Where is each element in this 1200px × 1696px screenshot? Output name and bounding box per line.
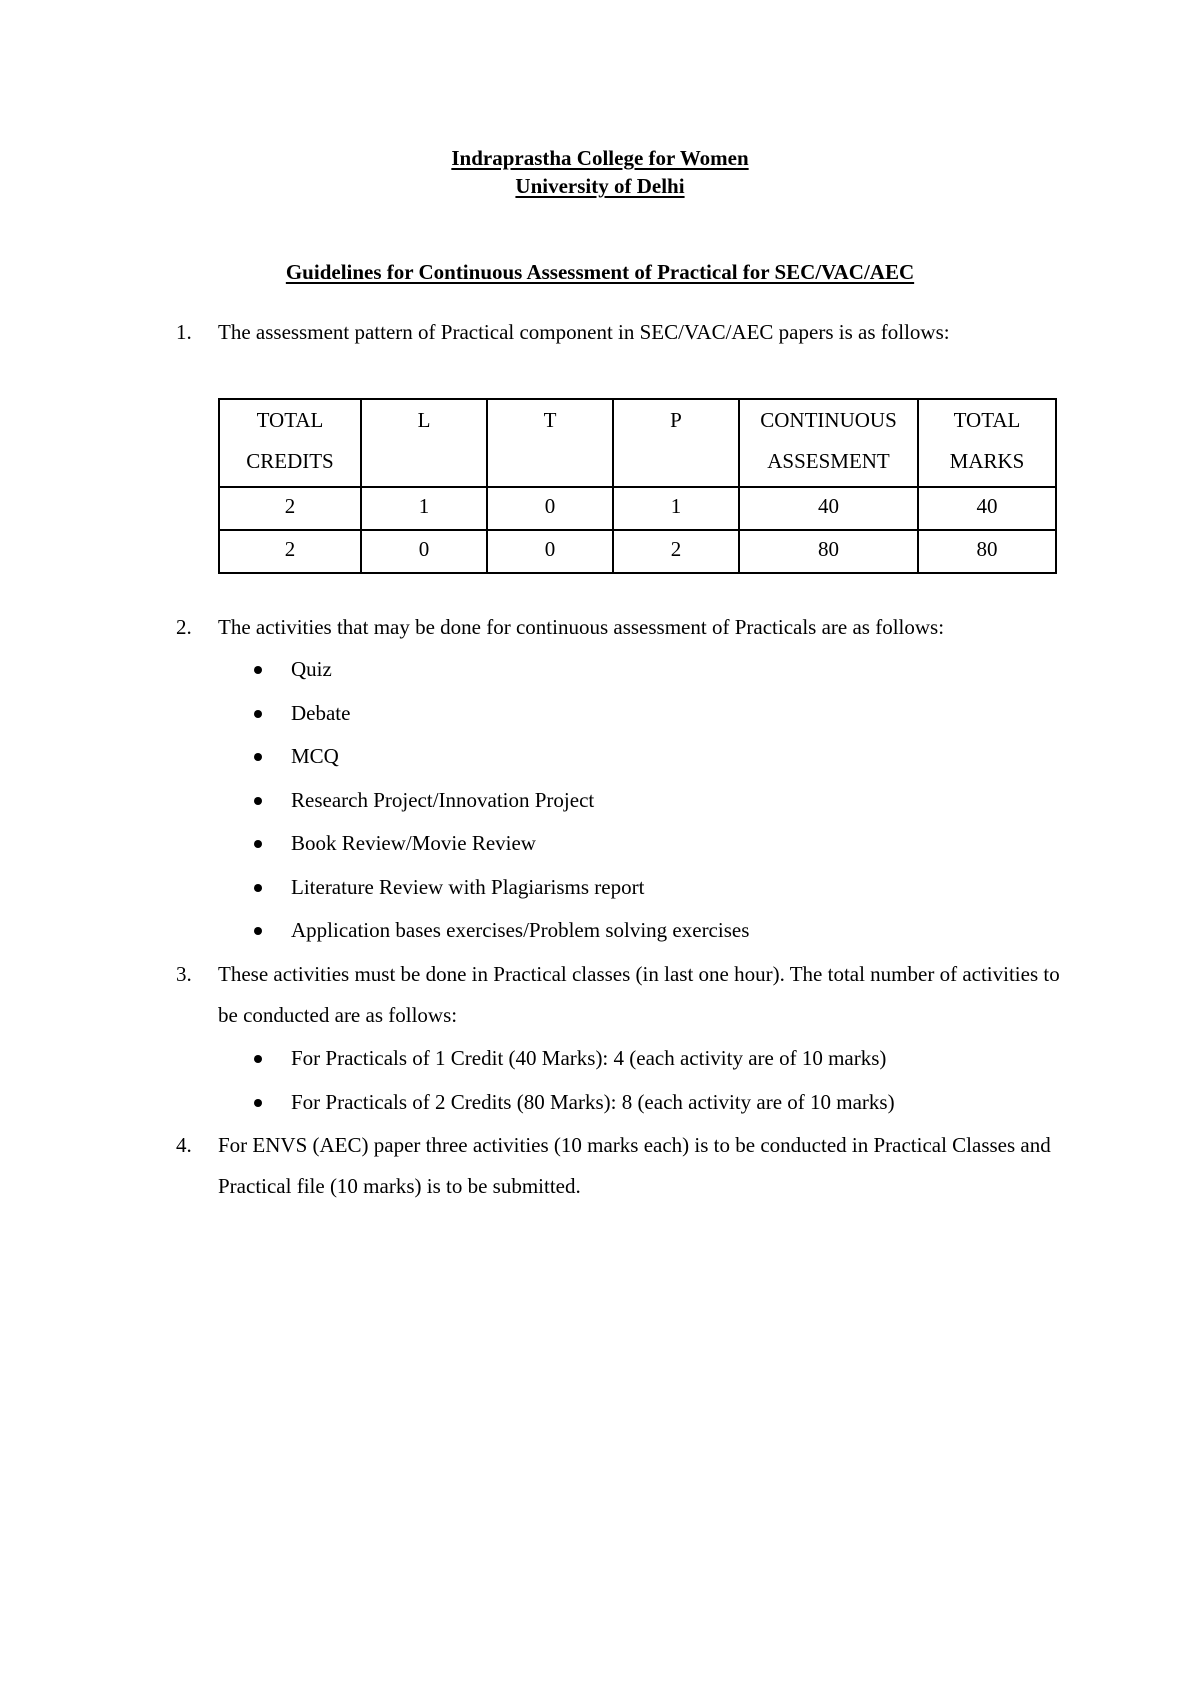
list-item: MCQ [252,735,1072,779]
list-item: Book Review/Movie Review [252,822,1072,866]
document-title: Guidelines for Continuous Assessment of Practical for SEC/VAC/AEC [285,260,915,284]
bullet-icon [254,753,262,761]
table-header-cell: TOTAL MARKS [918,399,1056,487]
table-cell: 40 [739,487,918,530]
bullet-icon [254,927,262,935]
table-row [219,487,1056,530]
table-cell: 2 [613,530,739,573]
item-text: For ENVS (AEC) paper three activities (10 marks each) is to be conducted in Practical Classes and Practical file (10 marks) is to be submitted. [218,1133,1051,1198]
table-cell: 40 [918,487,1056,530]
bullet-icon [254,797,262,805]
table-header-cell: CONTINUOUS ASSESMENT [739,399,918,487]
table-cell: 0 [487,487,613,530]
bullet-icon [254,840,262,848]
table-cell: 1 [361,487,487,530]
activities-list [252,648,1072,953]
table-header-cell: L [361,399,487,487]
item-number: 4. [176,1133,192,1157]
activity-counts-list [252,1037,1072,1124]
bullet-icon [254,666,262,674]
item-number: 3. [176,962,192,986]
list-item: Debate [252,692,1072,736]
table-cell: 2 [219,487,361,530]
table-cell: 80 [739,530,918,573]
list-item: For Practicals of 1 Credit (40 Marks): 4 (each activity are of 10 marks) [252,1037,1072,1081]
table-cell: 0 [487,530,613,573]
list-item: Literature Review with Plagiarisms report [252,866,1072,910]
table-cell: 80 [918,530,1056,573]
list-item: Research Project/Innovation Project [252,779,1072,823]
list-item: Application bases exercises/Problem solving exercises [252,909,1072,953]
item-text: The assessment pattern of Practical component in SEC/VAC/AEC papers is as follows: [218,320,950,344]
table-header-cell: T [487,399,613,487]
item-number: 2. [176,615,192,639]
table-header-row [219,399,1056,487]
item-text: The activities that may be done for continuous assessment of Practicals are as follows: [218,615,945,639]
table-header-cell: P [613,399,739,487]
bullet-icon [254,884,262,892]
list-item: Quiz [252,648,1072,692]
bullet-icon [254,710,262,718]
table-cell: 1 [613,487,739,530]
table-row [219,530,1056,573]
table-header-cell: TOTAL CREDITS [219,399,361,487]
item-number: 1. [176,320,192,344]
table-cell: 2 [219,530,361,573]
bullet-icon [254,1055,262,1063]
table-cell: 0 [361,530,487,573]
item-text: These activities must be done in Practical classes (in last one hour). The total number of activities to be conducted are as follows: [218,962,1060,1027]
bullet-icon [254,1099,262,1107]
list-item: For Practicals of 2 Credits (80 Marks): 8 (each activity are of 10 marks) [252,1081,1072,1125]
assessment-pattern-table [218,398,1057,574]
university-name: University of Delhi [515,174,685,198]
college-name: Indraprastha College for Women [451,146,749,170]
